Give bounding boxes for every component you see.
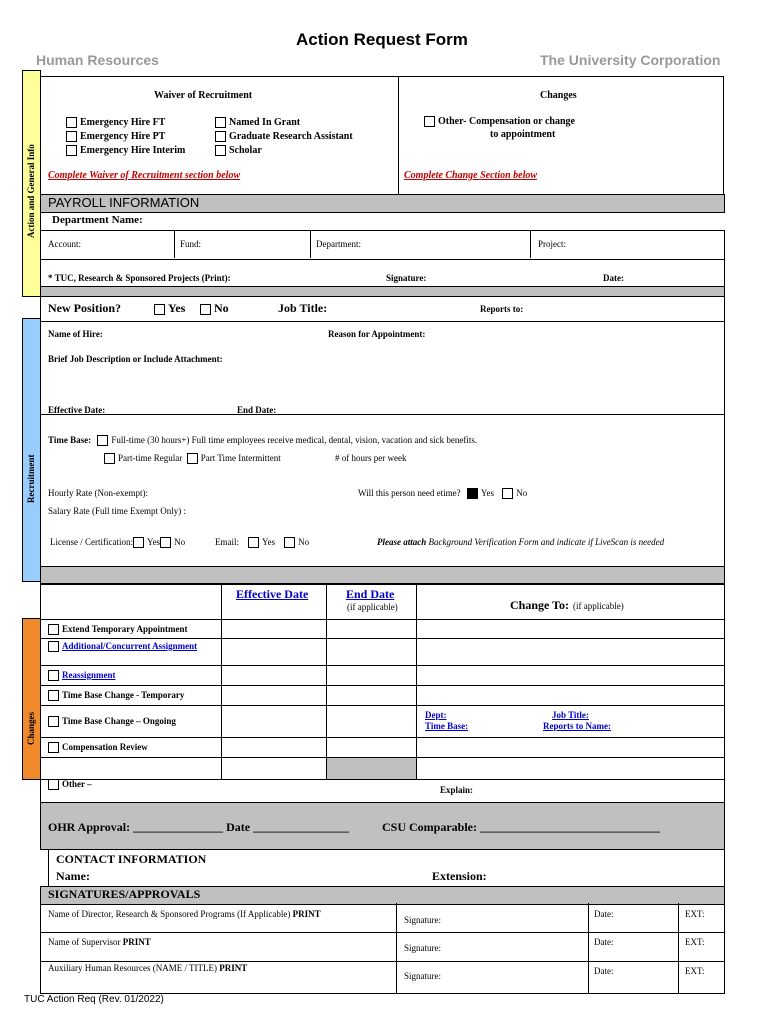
sig-ext-1: EXT: xyxy=(685,909,705,919)
checkbox-tb-temp[interactable] xyxy=(48,690,59,701)
checkbox-license-yes[interactable] xyxy=(133,537,144,548)
checkbox-extend[interactable] xyxy=(48,624,59,635)
ct-reports-to-name: Reports to Name: xyxy=(543,721,611,731)
gray-cell xyxy=(327,758,416,779)
changes-note: Complete Change Section below xyxy=(404,170,538,181)
checkbox-other[interactable] xyxy=(48,779,59,790)
project-label: Project: xyxy=(538,239,566,249)
checkbox-emergency-interim[interactable] xyxy=(66,145,77,156)
hours-label: # of hours per week xyxy=(335,453,407,463)
ct-if-applicable: (if applicable) xyxy=(347,602,398,612)
sig-row-3: Auxiliary Human Resources (NAME / TITLE) PRINT xyxy=(48,963,248,973)
etime-row: Will this person need etime? Yes No xyxy=(358,488,528,498)
reason-label: Reason for Appointment: xyxy=(328,329,426,339)
sig-row-2: Name of Supervisor PRINT xyxy=(48,937,151,947)
csu-comparable: CSU Comparable: ______________________________ xyxy=(382,820,660,834)
contact-name-label: Name: xyxy=(56,869,90,883)
ct-job-title: Job Title: xyxy=(552,710,589,720)
sig-ext-3: EXT: xyxy=(685,966,705,976)
row-additional: Additional/Concurrent Assignment xyxy=(48,641,208,652)
sig-date-2: Date: xyxy=(594,937,614,947)
checkbox-pt-intermittent[interactable] xyxy=(187,453,198,464)
row-tb-ongoing: Time Base Change – Ongoing xyxy=(48,716,176,727)
checkbox-fulltime[interactable] xyxy=(97,435,108,446)
eff-date-label: Effective Date: xyxy=(48,405,106,415)
sig-signature-2: Signature: xyxy=(404,943,441,953)
tuc-label: * TUC, Research & Sponsored Projects (Print): xyxy=(48,273,231,283)
payroll-title: PAYROLL INFORMATION xyxy=(48,195,200,210)
contact-title: CONTACT INFORMATION xyxy=(56,852,207,866)
sidebar-general-label: Action and General Info xyxy=(26,144,36,238)
waiver-col2: Named In Grant Graduate Research Assistant Scholar xyxy=(215,116,353,158)
time-base-row: Time Base: Full-time (30 hours+) Full time employees receive medical, dental, vision, vacation and sick benefits. xyxy=(48,435,478,445)
checkbox-parttime[interactable] xyxy=(104,453,115,464)
brief-label: Brief Job Description or Include Attachment: xyxy=(48,354,223,364)
waiver-title: Waiver of Recruitment xyxy=(154,90,253,101)
tuc-date-label: Date: xyxy=(603,273,624,283)
checkbox-new-no[interactable] xyxy=(200,304,211,315)
checkbox-emergency-ft[interactable] xyxy=(66,117,77,128)
sidebar-recruitment xyxy=(22,318,41,582)
row-comp-review: Compensation Review xyxy=(48,742,148,753)
attach-note: Please attach Background Verification Form and indicate if LiveScan is needed xyxy=(377,537,665,547)
ct-dept: Dept: xyxy=(425,710,447,720)
reports-to-label: Reports to: xyxy=(480,304,524,314)
checkbox-other-comp[interactable] xyxy=(424,116,435,127)
footer-rev: TUC Action Req (Rev. 01/2022) xyxy=(24,994,164,1005)
checkbox-etime-no[interactable] xyxy=(502,488,513,499)
tuc-signature-label: Signature: xyxy=(386,273,427,283)
parttime-row: Part-time Regular Part Time Intermittent xyxy=(104,453,281,464)
ct-time-base: Time Base: xyxy=(425,721,469,731)
ct-change-to: Change To: (if applicable) xyxy=(510,598,624,612)
checkbox-license-no[interactable] xyxy=(160,537,171,548)
sig-row-1: Name of Director, Research & Sponsored Programs (If Applicable) PRINT xyxy=(48,909,321,919)
end-date-label: End Date: xyxy=(237,405,277,415)
divider-bar-2 xyxy=(40,566,725,584)
ct-end-date: End Date xyxy=(346,587,395,601)
ct-eff-date: Effective Date xyxy=(236,587,309,601)
checkbox-scholar[interactable] xyxy=(215,145,226,156)
department-label: Department: xyxy=(316,239,361,249)
fund-label: Fund: xyxy=(180,239,202,249)
checkbox-etime-yes[interactable] xyxy=(467,488,478,499)
sidebar-changes-label: Changes xyxy=(26,711,36,745)
payroll-row xyxy=(40,230,725,260)
checkbox-additional[interactable] xyxy=(48,641,59,652)
name-hire-label: Name of Hire: xyxy=(48,329,103,339)
header-left: Human Resources xyxy=(36,52,159,68)
row-reassignment: Reassignment xyxy=(48,670,116,681)
row-other: Other – xyxy=(48,779,92,790)
sig-date-1: Date: xyxy=(594,909,614,919)
waiver-note: Complete Waiver of Recruitment section below xyxy=(48,170,241,181)
checkbox-email-yes[interactable] xyxy=(248,537,259,548)
ohr-approval: OHR Approval: _______________ Date ________________ xyxy=(48,820,350,834)
changes-other2: to appointment xyxy=(490,129,556,140)
row-tb-temp: Time Base Change - Temporary xyxy=(48,690,184,701)
checkbox-reassignment[interactable] xyxy=(48,670,59,681)
row-extend: Extend Temporary Appointment xyxy=(48,624,188,635)
signatures-title: SIGNATURES/APPROVALS xyxy=(48,887,201,901)
checkbox-comp-review[interactable] xyxy=(48,742,59,753)
new-position-label: New Position? xyxy=(48,301,121,315)
changes-title: Changes xyxy=(540,90,577,101)
new-position-no: No xyxy=(200,301,229,316)
sig-signature-3: Signature: xyxy=(404,971,441,981)
sig-signature-1: Signature: xyxy=(404,915,441,925)
checkbox-grad-assistant[interactable] xyxy=(215,131,226,142)
checkbox-new-yes[interactable] xyxy=(154,304,165,315)
account-label: Account: xyxy=(48,239,81,249)
waiver-col1: Emergency Hire FT Emergency Hire PT Emergency Hire Interim xyxy=(66,116,185,158)
sidebar-changes xyxy=(22,618,41,780)
new-position-yes: Yes xyxy=(154,301,185,316)
checkbox-email-no[interactable] xyxy=(284,537,295,548)
checkbox-named-grant[interactable] xyxy=(215,117,226,128)
job-title-label: Job Title: xyxy=(278,301,328,315)
dept-name-label: Department Name: xyxy=(52,214,143,226)
checkbox-emergency-pt[interactable] xyxy=(66,131,77,142)
sig-date-3: Date: xyxy=(594,966,614,976)
contact-extension-label: Extension: xyxy=(432,869,487,883)
form-title: Action Request Form xyxy=(296,30,468,49)
sidebar-recruitment-label: Recruitment xyxy=(26,454,36,503)
email-row: Email: Yes No xyxy=(215,537,310,547)
changes-other: Other- Compensation or change xyxy=(424,116,575,127)
license-row: License / Certification: Yes No xyxy=(50,537,186,547)
salary-label: Salary Rate (Full time Exempt Only) : xyxy=(48,506,186,516)
checkbox-tb-ongoing[interactable] xyxy=(48,716,59,727)
new-position-row xyxy=(40,296,725,322)
header-right: The University Corporation xyxy=(540,52,721,68)
ct-explain: Explain: xyxy=(440,785,474,795)
sig-ext-2: EXT: xyxy=(685,937,705,947)
hourly-label: Hourly Rate (Non-exempt): xyxy=(48,488,148,498)
